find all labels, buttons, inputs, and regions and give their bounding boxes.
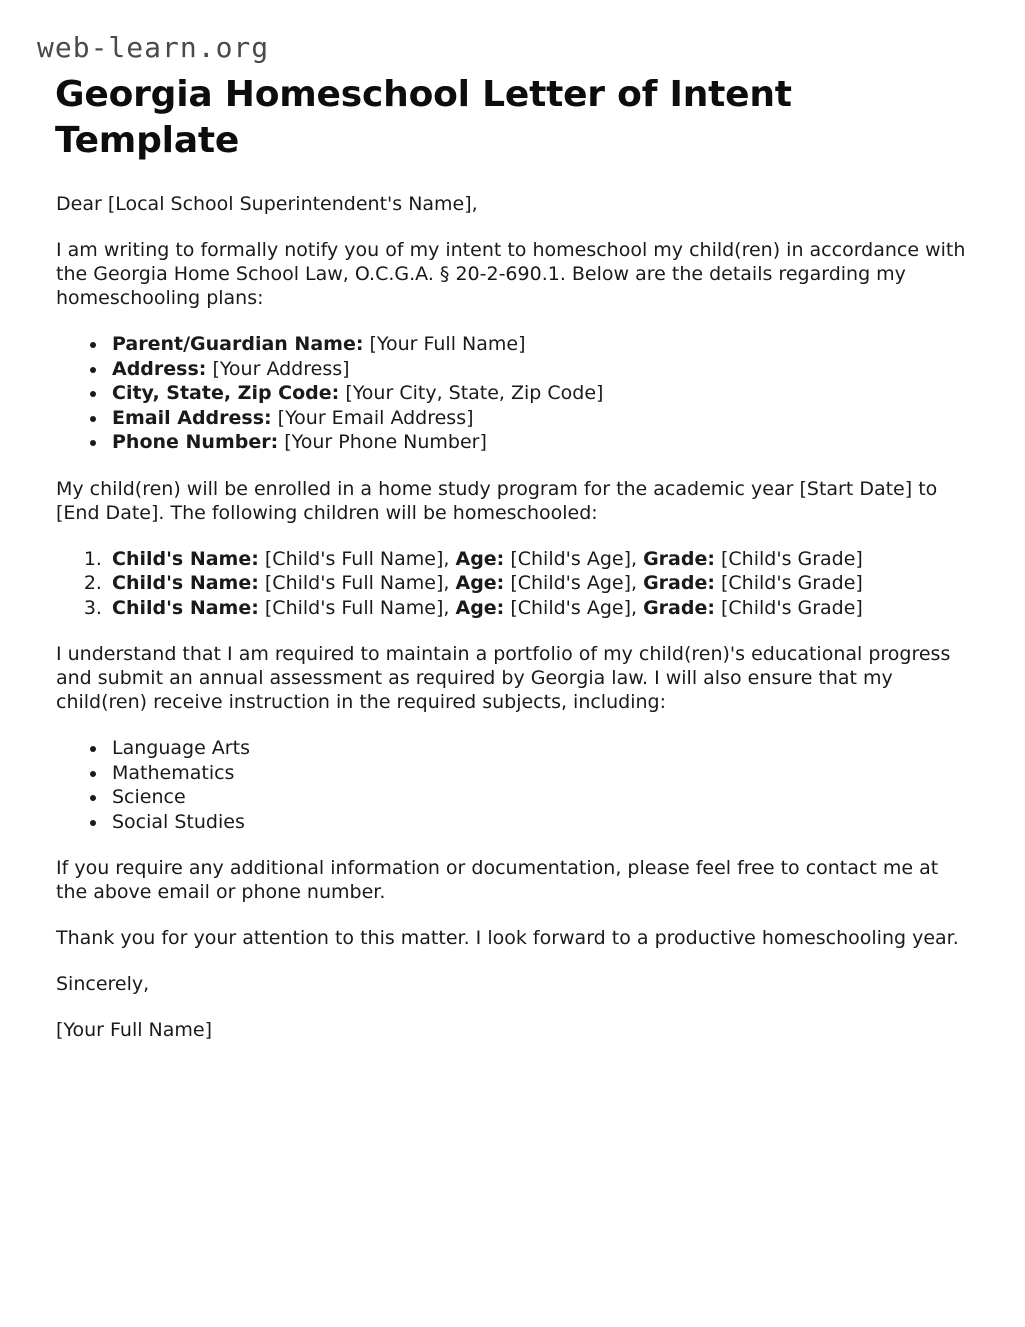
list-item [108, 332, 972, 357]
thanks-paragraph: Thank you for your attention to this matter. I look forward to a productive homeschooling year. [56, 927, 959, 949]
detail-value: [Your Email Address] [277, 406, 474, 429]
list-item [108, 571, 972, 596]
site-logo: web-learn.org [37, 31, 270, 64]
child-age-label: Age: [455, 547, 505, 570]
contact-paragraph: If you require any additional information or documentation, please feel free to contact me at the above email or phone number. [56, 857, 939, 903]
salutation: Dear [Local School Superintendent's Name], [56, 193, 478, 215]
child-age-value: [Child's Age], [510, 596, 638, 619]
intro-paragraph: I am writing to formally notify you of my intent to homeschool my child(ren) in accordance with the Georgia Home School Law, O.C.G.A. § 20-2-690.1. Below are the details regarding my homeschooling plans: [56, 239, 966, 309]
list-item: • Science [108, 785, 972, 810]
detail-label: Parent/Guardian Name: [112, 333, 364, 355]
list-item [108, 547, 972, 572]
portfolio-paragraph: I understand that I am required to maintain a portfolio of my child(ren)'s educational progress and submit an annual assessment as required by Georgia law. I will also ensure that my child(ren) receive instruction in the required subjects, including: [56, 643, 951, 713]
list-item [108, 381, 972, 406]
detail-value: [Your Full Name] [369, 333, 526, 355]
subjects-list [56, 736, 972, 834]
page-title: Georgia Homeschool Letter of Intent Template [55, 74, 792, 161]
closing-salutation: Sincerely, [56, 973, 150, 995]
child-age-value: [Child's Age], [510, 572, 638, 594]
list-item: • Social Studies [108, 810, 972, 835]
list-item [108, 357, 972, 382]
child-age-label: Age: [455, 572, 505, 594]
child-grade-label: Grade: [643, 596, 715, 619]
list-item: • Language Arts [108, 736, 972, 761]
child-grade-value: [Child's Grade] [721, 547, 863, 570]
detail-label: Address: [112, 357, 207, 380]
signature-block [56, 972, 972, 1042]
child-grade-label: Grade: [643, 547, 715, 570]
parent-details-list [56, 332, 972, 455]
signature-name: [Your Full Name] [56, 1019, 213, 1041]
list-item [108, 430, 972, 455]
child-name-label: Child's Name: [112, 547, 259, 570]
children-list [56, 547, 972, 621]
child-name-value: [Child's Full Name], [264, 547, 450, 570]
detail-value: [Your Phone Number] [284, 431, 487, 453]
detail-label: Phone Number: [112, 431, 279, 453]
enrollment-paragraph: My child(ren) will be enrolled in a home study program for the academic year [Start Date] to [End Date]. The following children will be homeschooled: [56, 477, 938, 524]
list-item [108, 406, 972, 431]
child-name-value: [Child's Full Name], [264, 572, 450, 594]
child-grade-label: Grade: [643, 572, 715, 594]
detail-label: City, State, Zip Code: [112, 382, 340, 404]
detail-label: Email Address: [112, 406, 272, 429]
child-grade-value: [Child's Grade] [721, 596, 863, 619]
child-name-label: Child's Name: [112, 572, 259, 594]
child-age-value: [Child's Age], [510, 547, 638, 570]
detail-value: [Your City, State, Zip Code] [345, 382, 604, 404]
letter-body [56, 192, 972, 1042]
child-age-label: Age: [455, 596, 505, 619]
child-grade-value: [Child's Grade] [721, 572, 863, 594]
list-item [108, 596, 972, 621]
child-name-value: [Child's Full Name], [264, 596, 450, 619]
detail-value: [Your Address] [212, 357, 350, 380]
list-item: • Mathematics [108, 761, 972, 786]
child-name-label: Child's Name: [112, 596, 259, 619]
